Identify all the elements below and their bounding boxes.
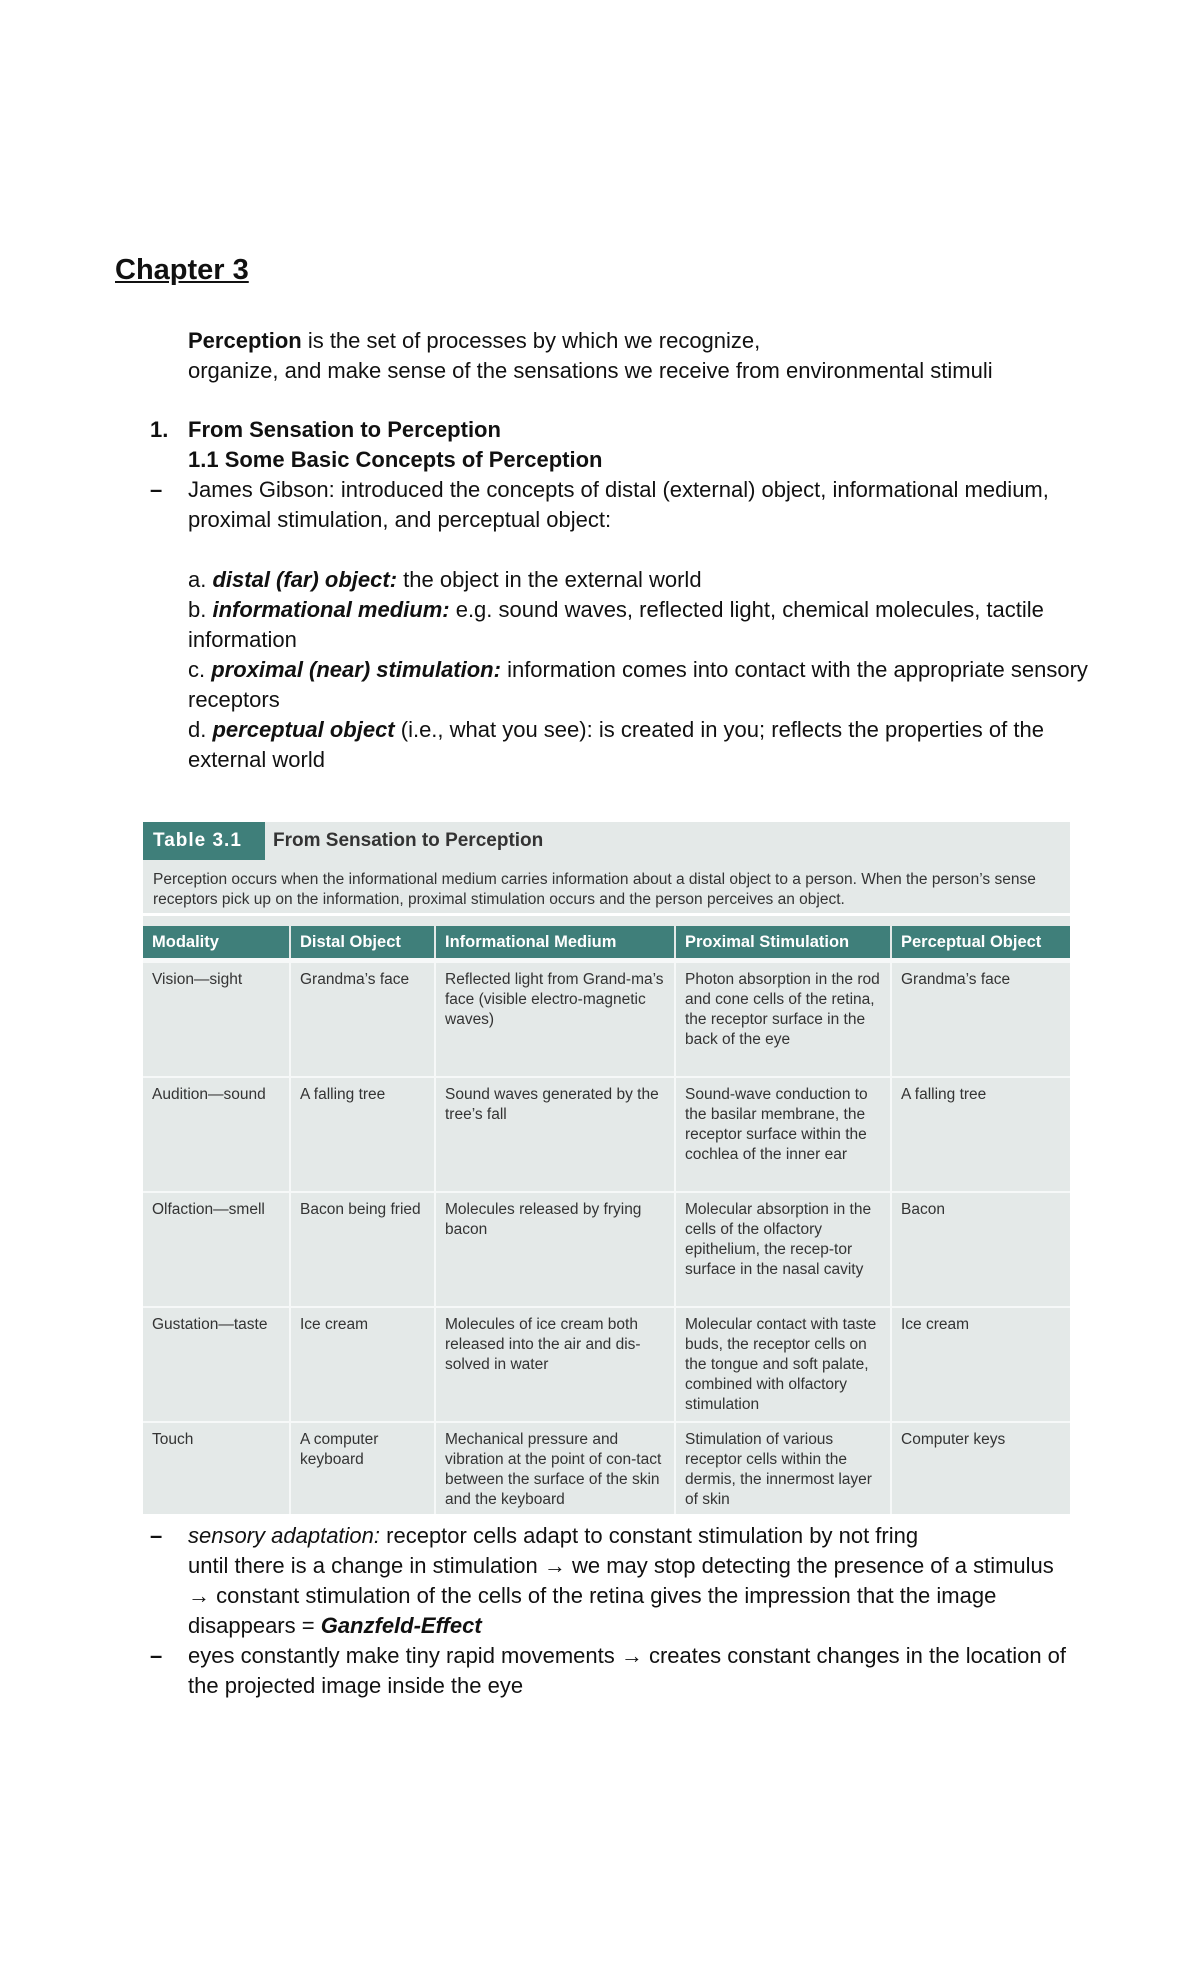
table-cell: Touch [152, 1431, 194, 1448]
table-cell: A falling tree [901, 1086, 987, 1103]
table-cell: Computer keys [901, 1431, 1006, 1448]
table-column-headers [143, 926, 1070, 958]
definition-term: perceptual object [212, 717, 395, 742]
bullet-sensory-adaptation: – sensory adaptation: receptor cells adapt to constant stimulation by not fring until there is a change in stimulation → we may stop detecting the presence of a stimulus → constant stimulation of the cells of the retina gives the impression that the image disappears = Ganzfeld-Effect [150, 1521, 1100, 1641]
table-cell: A computer keyboard [300, 1431, 379, 1468]
perception-term: Perception [188, 328, 302, 353]
eye-movements-text: eyes constantly make tiny rapid movements → creates constant changes in the location of the projected image inside the eye [188, 1643, 1067, 1698]
column-header-informational-medium: Informational Medium [436, 926, 674, 958]
intro-line-2: organize, and make sense of the sensations we receive from environmental stimuli [188, 358, 993, 383]
table-cell: Reflected light from Grand-ma’s face (visible electro-magnetic waves) [445, 971, 664, 1028]
table-label: Table 3.1 [143, 822, 265, 860]
bullet-marker: – [150, 1643, 163, 1668]
table-cell: Vision—sight [152, 971, 243, 988]
table-cell: Mechanical pressure and vibration at the point of con-tact between the surface of the skin and the keyboard [445, 1431, 662, 1508]
table-row [143, 1078, 1070, 1191]
gibson-bullet: James Gibson: introduced the concepts of distal (external) object, informational medium, proximal stimulation, and perceptual object: [188, 477, 1049, 532]
definitions-list [188, 565, 1088, 775]
definition-c: c. proximal (near) stimulation: information comes into contact with the appropriate sensory receptors [188, 657, 1088, 712]
sensory-adaptation-term: sensory adaptation: [188, 1523, 381, 1548]
bullet-marker: – [150, 477, 163, 502]
ganzfeld-effect-term: Ganzfeld-Effect [320, 1613, 482, 1638]
table-cell: Olfaction—smell [152, 1201, 265, 1218]
section-number: 1. [150, 417, 169, 442]
table-cell: Molecules of ice cream both released into the air and dis-solved in water [445, 1316, 641, 1373]
definition-d: d. perceptual object (i.e., what you see): is created in you; reflects the properties of the external world [188, 717, 1044, 772]
table-cell: Stimulation of various receptor cells within the dermis, the innermost layer of skin [685, 1431, 872, 1508]
table-row [143, 1423, 1070, 1514]
bullet-eye-movements [150, 1641, 1100, 1701]
table-cell: Sound waves generated by the tree’s fall [445, 1086, 659, 1123]
table-title: From Sensation to Perception [273, 830, 544, 851]
bullet-marker: – [150, 1523, 163, 1548]
table-cell: Ice cream [300, 1316, 369, 1333]
table-cell: Bacon being fried [300, 1201, 421, 1218]
column-header-modality: Modality [143, 926, 289, 958]
definition-term: proximal (near) stimulation [211, 657, 494, 682]
section-title: From Sensation to Perception [188, 417, 501, 442]
table-row [143, 1193, 1070, 1306]
table-cell: Audition—sound [152, 1086, 266, 1103]
table-cell: Ice cream [901, 1316, 970, 1333]
table-cell: Sound-wave conduction to the basilar membrane, the receptor surface within the cochlea of the inner ear [685, 1086, 868, 1163]
chapter-title: Chapter 3 [115, 254, 249, 286]
bottom-bullets [150, 1521, 1100, 1701]
table-cell: Gustation—taste [152, 1316, 268, 1333]
table-header-bar [143, 822, 1070, 860]
column-header-proximal-stimulation: Proximal Stimulation [676, 926, 890, 958]
table-cell: Grandma’s face [901, 971, 1011, 988]
table-cell: A falling tree [300, 1086, 386, 1103]
column-header-distal-object: Distal Object [291, 926, 434, 958]
table-cell: Molecular absorption in the cells of the olfactory epithelium, the recep-tor surface in the nasal cavity [685, 1201, 872, 1278]
definition-a: a. distal (far) object: the object in the external world [188, 567, 702, 592]
section-subtitle: 1.1 Some Basic Concepts of Perception [188, 447, 603, 472]
table-row [143, 1308, 1070, 1421]
table-caption: Perception occurs when the informational medium carries information about a distal object to a person. When the person’s sense receptors pick up on the information, proximal stimulation occurs and the person perceives an object. [153, 871, 1036, 908]
intro-line-1: is the set of processes by which we recognize, [301, 328, 761, 353]
definition-b: b. informational medium: e.g. sound waves, reflected light, chemical molecules, tactile information [188, 597, 1044, 652]
column-header-perceptual-object: Perceptual Object [892, 926, 1070, 958]
table-cell: Photon absorption in the rod and cone cells of the retina, the receptor surface in the back of the eye [685, 971, 880, 1048]
table-cell: Molecules released by frying bacon [445, 1201, 642, 1238]
intro-paragraph [188, 326, 1088, 386]
section-1 [150, 415, 1100, 535]
table-cell: Grandma’s face [300, 971, 410, 988]
definition-term: distal (far) object [212, 567, 390, 592]
table-row [143, 963, 1070, 1076]
table-3-1 [143, 822, 1070, 1514]
definition-term: informational medium [212, 597, 443, 622]
table-cell: Molecular contact with taste buds, the receptor cells on the tongue and soft palate, combined with olfactory stimulation [685, 1316, 877, 1413]
table-cell: Bacon [901, 1201, 945, 1218]
